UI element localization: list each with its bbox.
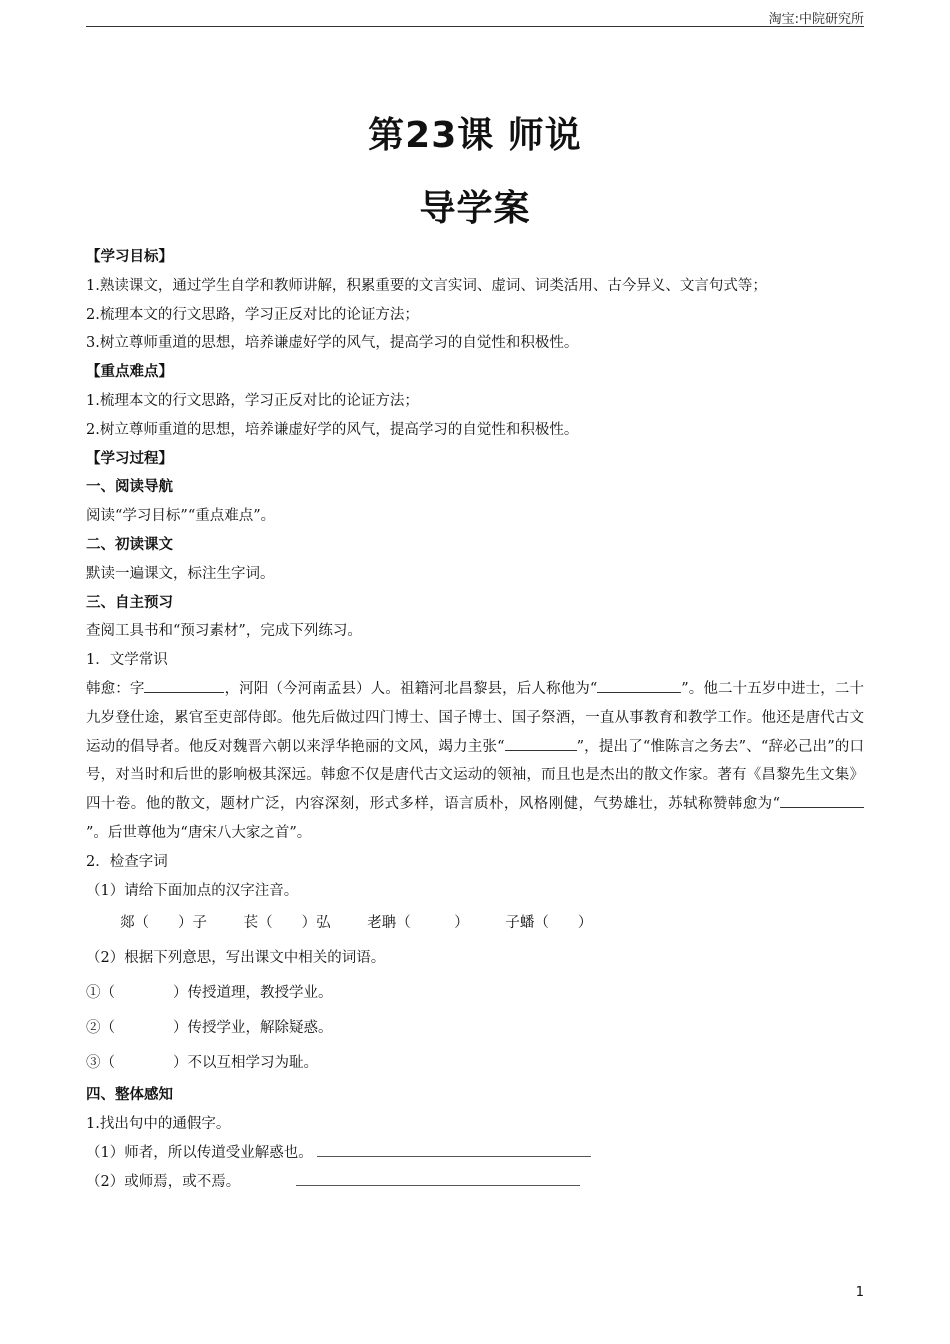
lit-text: ”。他二十五岁中进士，二十九岁登仕途，累官至吏部侍郎。他先后做过四门博士、国子博士、国子祭酒，一直从事教育和教学工作。他还是唐代古文运动的倡导者。他反对魏晋六朝以来浮华艳丽的文风，竭力主张“: [86, 680, 864, 755]
lit-text: ，河阳（今河南孟县）人。祖籍河北昌黎县，后人称他为“: [224, 680, 598, 697]
objective-item: 3.树立尊师重道的思想，培养谦虚好学的风气，提高学习的自觉性和积极性。: [86, 335, 579, 352]
phonetic-row: [86, 905, 864, 941]
fill-blank[interactable]: [780, 791, 864, 808]
tongjia-item: [86, 1139, 864, 1168]
document-body: [86, 243, 864, 1197]
fill-blank[interactable]: [144, 676, 224, 693]
lit-text: ”。后世尊他为“唐宋八大家之首”。: [86, 824, 312, 841]
lit-text: ”，提出了“惟陈言之务去”、“辞必己出”的口号，对当时和后世的影响极其深远。韩愈不仅是唐代古文运动的领袖，而且也是杰出的散文作家。著有《昌黎先生文集》四十卷。他的散文，题材广泛，内容深刻，形式多样，语言质朴，风格刚健，气势雄壮，苏轼称赞韩愈为“: [86, 738, 864, 813]
tongjia-sentence: （2）或师焉，或不焉。: [86, 1173, 241, 1190]
tongjia-item: [86, 1168, 864, 1197]
answer-line[interactable]: [296, 1185, 580, 1186]
literature-paragraph: [86, 675, 864, 848]
section-text: 查阅工具书和“预习素材”，完成下列练习。: [86, 623, 362, 640]
question-phonetic: （1）请给下面加点的汉字注音。: [86, 882, 299, 899]
meaning-item[interactable]: ①（ ）传授道理，教授学业。: [86, 985, 333, 1002]
phonetic-item[interactable]: 子蟠（ ）: [505, 915, 593, 932]
section-text: 阅读“学习目标”“重点难点”。: [86, 508, 276, 525]
fill-blank[interactable]: [597, 676, 681, 693]
key-points-heading: 【重点难点】: [86, 364, 173, 381]
answer-line[interactable]: [317, 1156, 591, 1157]
section-text: 默读一遍课文，标注生字词。: [86, 565, 275, 582]
word-check-subtitle: 2．检查字词: [86, 853, 168, 870]
objectives-heading: 【学习目标】: [86, 249, 173, 265]
section-title: 一、阅读导航: [86, 479, 173, 496]
lesson-title: 第23课 师说: [368, 115, 582, 156]
page-number: 1: [855, 1285, 864, 1300]
phonetic-item[interactable]: 苌（ ）弘: [243, 915, 331, 932]
question-meanings: （2）根据下列意思，写出课文中相关的词语。: [86, 950, 386, 967]
phonetic-item[interactable]: 郯（ ）子: [120, 915, 207, 932]
phonetic-item[interactable]: 老聃（ ）: [367, 915, 469, 932]
tongjia-sentence: （1）师者，所以传道受业解惑也。: [86, 1144, 313, 1161]
section-title: 三、自主预习: [86, 594, 173, 611]
fill-blank[interactable]: [505, 734, 577, 751]
section-title: 四、整体感知: [86, 1087, 173, 1104]
header-divider: [86, 26, 864, 27]
meaning-item[interactable]: ③（ ）不以互相学习为耻。: [86, 1055, 318, 1072]
guide-title: 导学案: [419, 188, 531, 229]
key-point-item: 1.梳理本文的行文思路，学习正反对比的论证方法；: [86, 392, 419, 409]
key-point-item: 2.树立尊师重道的思想，培养谦虚好学的风气，提高学习的自觉性和积极性。: [86, 421, 579, 438]
question-tongjia: 1.找出句中的通假字。: [86, 1116, 231, 1133]
objective-item: 2.梳理本文的行文思路，学习正反对比的论证方法；: [86, 306, 419, 323]
process-heading: 【学习过程】: [86, 450, 173, 467]
section-title: 二、初读课文: [86, 536, 173, 553]
objective-item: 1.熟读课文，通过学生自学和教师讲解，积累重要的文言实词、虚词、词类活用、古今异义、文言句式等；: [86, 277, 767, 294]
meaning-item[interactable]: ②（ ）传授学业，解除疑惑。: [86, 1020, 333, 1037]
header-shop-name: 淘宝:中院研究所: [768, 12, 864, 27]
literature-subtitle: 1．文学常识: [86, 652, 168, 669]
lit-text: 韩愈：字: [86, 680, 145, 697]
